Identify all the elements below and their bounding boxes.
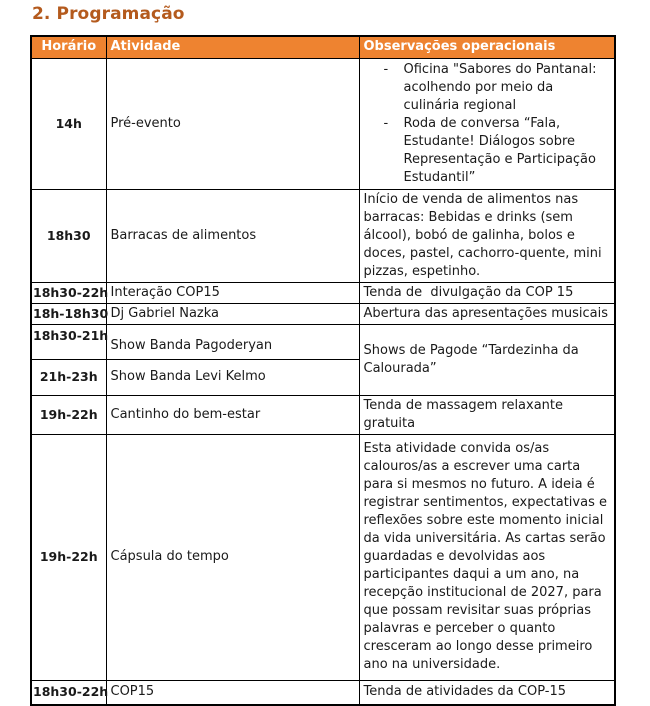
- table-row-show-pagoderyan: [31, 324, 615, 359]
- notes-cell-merged: Shows de Pagode “Tardezinha da Calourada”: [359, 324, 615, 395]
- table-row-pre-evento: [31, 58, 615, 189]
- time-cell: 19h-22h: [31, 395, 106, 434]
- column-header-horario: Horário: [31, 36, 106, 58]
- note-bullet-item: [360, 115, 613, 187]
- activity-cell: Barracas de alimentos: [106, 189, 359, 282]
- activity-cell: Pré-evento: [106, 58, 359, 189]
- time-cell: 19h-22h: [31, 434, 106, 680]
- activity-cell: Dj Gabriel Nazka: [106, 303, 359, 324]
- notes-cell: Abertura das apresentações musicais: [359, 303, 615, 324]
- column-header-atividade: Atividade: [106, 36, 359, 58]
- activity-cell: Show Banda Levi Kelmo: [106, 359, 359, 395]
- bullet-text: Oficina "Sabores do Pantanal: acolhendo por meio da culinária regional: [403, 61, 597, 113]
- time-cell: 18h30-22h: [31, 680, 106, 705]
- table-row-barracas: [31, 189, 615, 282]
- time-cell: 18h-18h30: [31, 303, 106, 324]
- table-header-row: [31, 36, 615, 58]
- time-cell: 14h: [31, 58, 106, 189]
- notes-cell: Tenda de massagem relaxante gratuita: [359, 395, 615, 434]
- table-row-cantinho-bem-estar: [31, 395, 615, 434]
- time-cell: 18h30: [31, 189, 106, 282]
- bullet-dash: -: [383, 61, 389, 77]
- table-row-interacao-cop15: [31, 282, 615, 303]
- table-row-capsula-do-tempo: [31, 434, 615, 680]
- activity-cell: Interação COP15: [106, 282, 359, 303]
- section-title: 2. Programação: [32, 4, 185, 24]
- activity-cell: Cápsula do tempo: [106, 434, 359, 680]
- column-header-observacoes: Observações operacionais: [359, 36, 615, 58]
- program-table: [30, 35, 616, 706]
- notes-cell: Tenda de atividades da COP-15: [359, 680, 615, 705]
- bullet-text: Roda de conversa “Fala, Estudante! Diálogos sobre Representação e Participação Estudantil”: [403, 115, 596, 185]
- bullet-dash: -: [383, 115, 389, 131]
- notes-cell: Início de venda de alimentos nas barracas: Bebidas e drinks (sem álcool), bobó de galinha, bolos e doces, pastel, cachorro-quente, mini pizzas, espetinho.: [359, 189, 615, 282]
- table-row-cop15: [31, 680, 615, 705]
- time-cell: 18h30-21h: [31, 324, 106, 359]
- notes-cell: [359, 58, 615, 189]
- activity-cell: COP15: [106, 680, 359, 705]
- note-bullet-item: [360, 61, 613, 115]
- notes-cell: Esta atividade convida os/as calouros/as a escrever uma carta para si mesmos no futuro. A ideia é registrar sentimentos, expectativas e reflexões sobre este momento inicial da vida universitária. As cartas serão guardadas e devolvidas aos participantes daqui a um ano, na recepção institucional de 2027, para que possam revisitar suas próprias palavras e perceber o quanto cresceram ao longo desse primeiro ano na universidade.: [359, 434, 615, 680]
- table-row-dj-gabriel-nazka: [31, 303, 615, 324]
- notes-cell: Tenda de divulgação da COP 15: [359, 282, 615, 303]
- time-cell: 21h-23h: [31, 359, 106, 395]
- activity-cell: Show Banda Pagoderyan: [106, 324, 359, 359]
- activity-cell: Cantinho do bem-estar: [106, 395, 359, 434]
- time-cell: 18h30-22h: [31, 282, 106, 303]
